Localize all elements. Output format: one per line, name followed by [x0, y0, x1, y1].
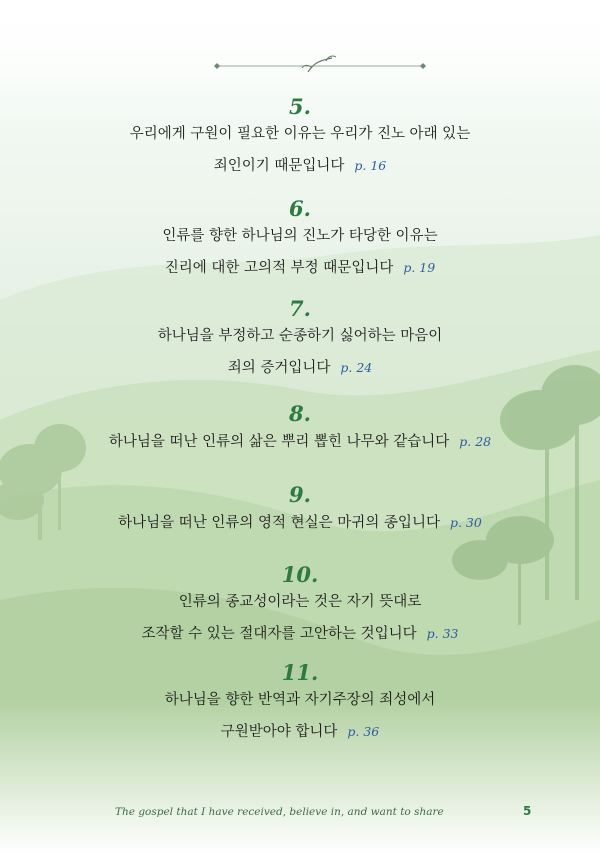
page-reference[interactable]: p. 30 [449, 515, 482, 530]
entry-line-1: 하나님을 부정하고 순종하기 싫어하는 마음이 [157, 328, 443, 344]
entry-line-2: 진리에 대한 고의적 부정 때문입니다 p. 19 [164, 260, 436, 276]
entry-line-1: 인류의 종교성이라는 것은 자기 뜻대로 [178, 594, 422, 610]
toc-entry-6[interactable] [0, 198, 600, 284]
entry-number: 5. [289, 94, 311, 119]
page-reference[interactable]: p. 16 [354, 158, 387, 173]
page-reference[interactable]: p. 19 [403, 260, 436, 275]
page-reference[interactable]: p. 24 [340, 360, 373, 375]
entry-line-2: 조작할 수 있는 절대자를 고안하는 것입니다 p. 33 [141, 626, 459, 642]
toc-entry-11[interactable] [0, 662, 600, 748]
footer-tagline: The gospel that I have received, believe in, and want to share [115, 806, 444, 818]
entry-number: 11. [281, 660, 319, 685]
entry-line-1: 인류를 향한 하나님의 진노가 타당한 이유는 [162, 228, 438, 244]
entry-line-2: 구원받아야 합니다 p. 36 [220, 724, 380, 740]
entry-line-2: 죄인이기 때문입니다 p. 16 [213, 158, 387, 174]
toc-entry-8[interactable] [0, 403, 600, 458]
page-reference[interactable]: p. 28 [459, 434, 492, 449]
page-reference[interactable]: p. 33 [426, 626, 459, 641]
entry-line-2: 죄의 증거입니다 p. 24 [227, 360, 373, 376]
entry-number: 8. [289, 401, 311, 426]
entry-number: 9. [289, 482, 311, 507]
entry-line-1: 하나님을 떠난 인류의 영적 현실은 마귀의 종입니다 p. 30 [118, 515, 482, 531]
toc-entry-7[interactable] [0, 298, 600, 384]
entry-line-1: 하나님을 떠난 인류의 삶은 뿌리 뽑힌 나무와 같습니다 p. 28 [108, 434, 492, 450]
entry-number: 6. [289, 196, 311, 221]
entry-line-1: 하나님을 향한 반역과 자기주장의 죄성에서 [164, 692, 436, 708]
divider-ornament [200, 52, 440, 80]
toc-entry-5[interactable] [0, 96, 600, 182]
page-reference[interactable]: p. 36 [347, 724, 380, 739]
entry-line-1: 우리에게 구원이 필요한 이유는 우리가 진노 아래 있는 [129, 126, 471, 142]
toc-entry-9[interactable] [0, 484, 600, 539]
toc-entry-10[interactable] [0, 564, 600, 650]
entry-number: 7. [289, 296, 311, 321]
page-number: 5 [523, 804, 532, 818]
entry-number: 10. [281, 562, 319, 587]
